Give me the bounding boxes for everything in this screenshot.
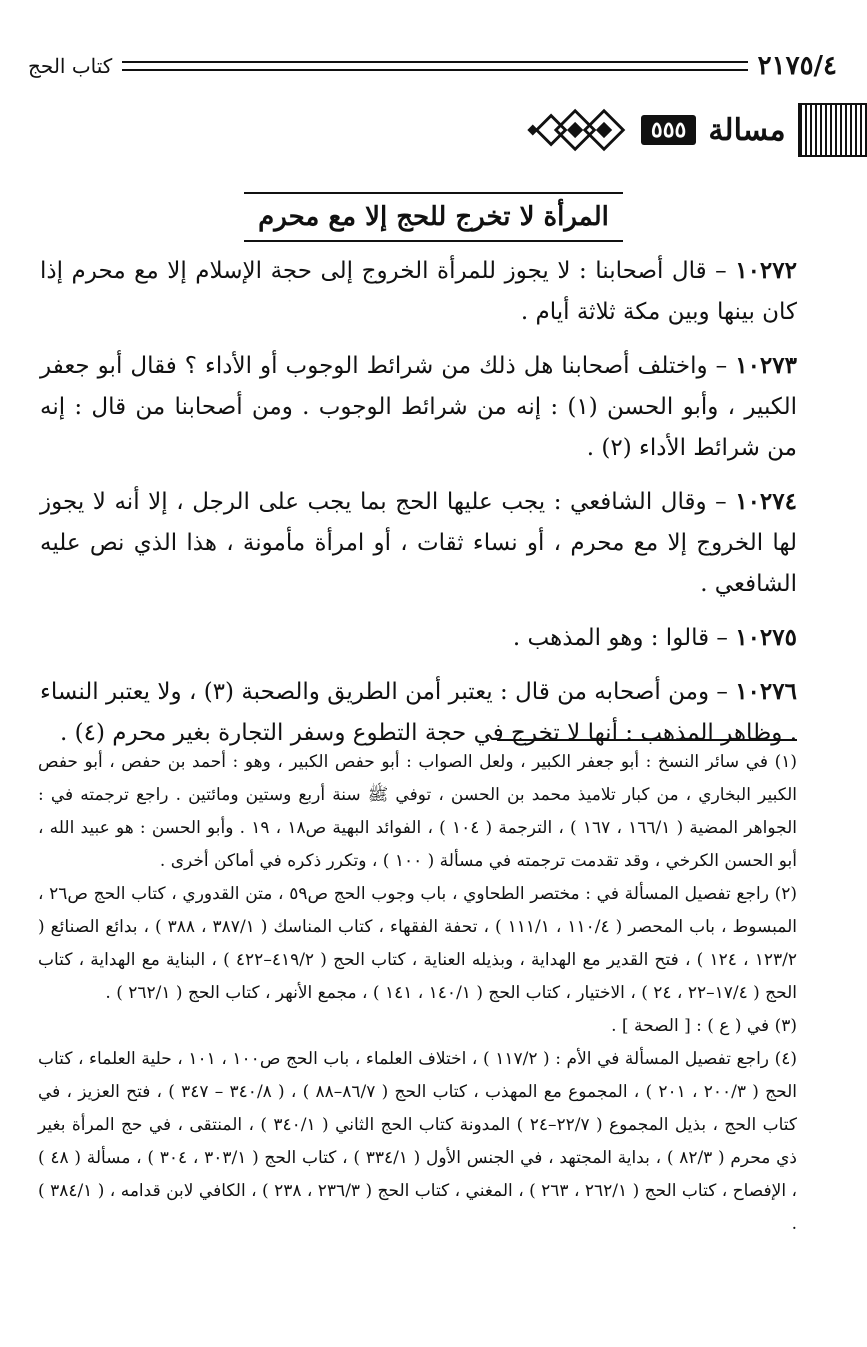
paragraph-number: ١٠٢٧٤ bbox=[735, 488, 797, 515]
paragraph-number: ١٠٢٧٦ bbox=[735, 678, 797, 705]
main-text bbox=[40, 250, 797, 766]
paragraph bbox=[40, 250, 797, 333]
page-number: ٢١٧٥/٤ bbox=[757, 51, 837, 81]
issue-banner bbox=[527, 98, 867, 162]
paragraph-text: – واختلف أصحابنا هل ذلك من شرائط الوجوب أو الأداء ؟ فقال أبو جعفر الكبير ، وأبو الحسن (١) : إنه من شرائط الوجوب . ومن أصحابنا من قال : إنه من شرائط الأداء (٢) . bbox=[40, 353, 797, 461]
paragraph-text: – وقال الشافعي : يجب عليها الحج بما يجب على الرجل ، إلا أنه لا يجوز لها الخروج إلا مع محرم ، أو نساء ثقات ، أو امرأة مأمونة ، هذا الذي نص عليه الشافعي . bbox=[40, 489, 797, 597]
footnote: (١) في سائر النسخ : أبو جعفر الكبير ، ولعل الصواب : أبو حفص الكبير ، وهو : أحمد بن حفص ، أبو حفص الكبير البخاري ، من كبار تلاميذ محمد بن الحسن ، توفي ﷺ سنة أربع وستين ومائتين . راجع ترجمته في : الجواهر المضية ( ١٦٦/١ ، ١٦٧ ) ، الترجمة ( ١٠٤ ) ، الفوائد البهية ص١٨ ، ١٩ . وأبو الحسن : هو عبيد الله ، أبو الحسن الكرخي ، وقد تقدمت ترجمته في مسألة ( ١٠٠ ) ، وتكرر ذكره في أماكن أخرى . bbox=[38, 752, 798, 871]
banner-bars-ornament bbox=[798, 103, 867, 157]
paragraph bbox=[40, 481, 797, 605]
issue-title-text: المرأة لا تخرج للحج إلا مع محرم bbox=[244, 192, 623, 242]
paragraph-text: – قال أصحابنا : لا يجوز للمرأة الخروج إلى حجة الإسلام إلا مع محرم إذا كان بينها وبين مكة ثلاثة أيام . bbox=[40, 258, 797, 325]
footnote: (٢) راجع تفصيل المسألة في : مختصر الطحاوي ، باب وجوب الحج ص٥٩ ، متن القدوري ، كتاب الحج ص٢٦ ، المبسوط ، باب المحصر ( ١١٠/٤ ، ١١١/١ ) ، تحفة الفقهاء ، كتاب المناسك ( ٣٨٧/١ ، ٣٨٨ ) ، بدائع الصنائع ( ١٢٣/٢ ، ١٢٤ ) ، فتح القدير مع الهداية ، وبذيله العناية ، كتاب الحج ( ٤١٩/٢–٤٢٢ ) ، البناية مع الهداية ، كتاب الحج ( ١٧/٤–٢٢ ، ٢٤ ) ، الاختيار ، كتاب الحج ( ١٤٠/١ ، ١٤١ ) ، مجمع الأنهر ، كتاب الحج ( ٢٦٢/١ ) . bbox=[38, 884, 798, 1003]
running-header bbox=[28, 46, 837, 86]
paragraph-number: ١٠٢٧٣ bbox=[735, 352, 797, 379]
footnote: (٤) راجع تفصيل المسألة في الأم : ( ١١٧/٢ ) ، اختلاف العلماء ، باب الحج ص١٠٠ ، ١٠١ ، حلية العلماء ، كتاب الحج ( ٢٠٠/٣ ، ٢٠١ ) ، المجموع مع المهذب ، كتاب الحج ( ٨٦/٧–٨٨ ) ، ( ٣٤٠/٨ – ٣٤٧ ) ، فتح العزيز ، في كتاب الحج ، بذيل المجموع ( ٢٢/٧–٢٤ ) المدونة كتاب الحج الثاني ( ٣٤٠/١ ) ، المنتقى ، في حج المرأة بغير ذي محرم ( ٨٢/٣ ) ، بداية المجتهد ، في الجنس الأول ( ٣٣٤/١ ) ، كتاب الحج ( ٣٠٣/١ ، ٣٠٤ ) ، مسألة ( ٤٨ ) ، الإفصاح ، كتاب الحج ( ٢٦٢/١ ، ٢٦٣ ) ، المغني ، كتاب الحج ( ٢٣٦/٣ ، ٢٣٨ ) ، الكافي لابن قدامه ، ( ٣٨٤/١ ) . bbox=[38, 1049, 798, 1234]
paragraph-number: ١٠٢٧٢ bbox=[735, 257, 797, 284]
header-rule bbox=[122, 61, 747, 71]
paragraph bbox=[40, 617, 797, 659]
banner-ornament-icon bbox=[527, 103, 633, 157]
paragraph-text: – قالوا : وهو المذهب . bbox=[512, 625, 736, 651]
paragraph-text: – ومن أصحابه من قال : يعتبر أمن الطريق والصحبة (٣) ، ولا يعتبر النساء . وظاهر المذهب : أنها لا تخرج في حجة التطوع وسفر التجارة بغير محرم (٤) . bbox=[40, 679, 797, 746]
footnotes bbox=[38, 746, 797, 1241]
issue-label: مسالة bbox=[708, 112, 786, 148]
footnote: (٣) في ( ع ) : [ الصحة ] . bbox=[611, 1016, 797, 1036]
paragraph bbox=[40, 345, 797, 469]
paragraph-number: ١٠٢٧٥ bbox=[735, 624, 797, 651]
paragraph bbox=[40, 671, 797, 754]
issue-number: ٥٥٥ bbox=[641, 115, 696, 145]
issue-title bbox=[0, 192, 867, 242]
book-title: كتاب الحج bbox=[28, 54, 113, 78]
footnote-separator bbox=[497, 739, 797, 741]
